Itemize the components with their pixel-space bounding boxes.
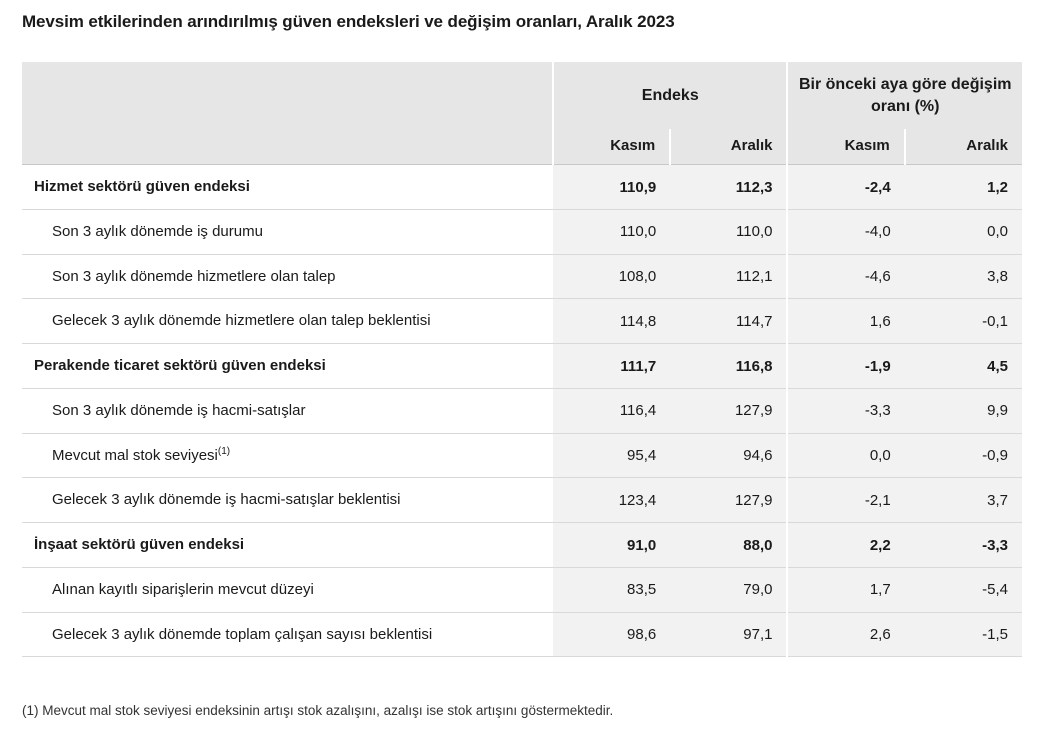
header-blank-cell	[22, 62, 553, 165]
row-change-november: -3,3	[787, 388, 904, 433]
row-change-december: 9,9	[905, 388, 1022, 433]
table-row	[22, 612, 1022, 657]
row-index-december: 127,9	[670, 388, 787, 433]
row-change-november: 2,2	[787, 523, 904, 568]
row-change-november: -1,9	[787, 344, 904, 389]
row-change-december: -0,1	[905, 299, 1022, 344]
row-change-november: -2,1	[787, 478, 904, 523]
row-index-november: 114,8	[553, 299, 670, 344]
confidence-index-table	[22, 62, 1022, 657]
row-index-november: 91,0	[553, 523, 670, 568]
footnote-marker: (1)	[217, 445, 231, 457]
row-index-november: 95,4	[553, 433, 670, 478]
table-row	[22, 299, 1022, 344]
header-change-november: Kasım	[787, 129, 904, 165]
row-change-december: -1,5	[905, 612, 1022, 657]
row-change-december: -0,9	[905, 433, 1022, 478]
row-label: Mevcut mal stok seviyesi$^{(1)}$	[22, 433, 553, 478]
row-change-november: 2,6	[787, 612, 904, 657]
confidence-index-table-container	[22, 62, 1022, 657]
table-row	[22, 209, 1022, 254]
row-label: Gelecek 3 aylık dönemde iş hacmi-satışlar beklentisi	[22, 478, 553, 523]
row-index-november: 116,4	[553, 388, 670, 433]
row-label: İnşaat sektörü güven endeksi	[22, 523, 553, 568]
row-index-december: 97,1	[670, 612, 787, 657]
row-change-november: 1,7	[787, 567, 904, 612]
row-change-december: 3,7	[905, 478, 1022, 523]
table-row	[22, 567, 1022, 612]
row-label: Son 3 aylık dönemde iş durumu	[22, 209, 553, 254]
page-title: Mevsim etkilerinden arındırılmış güven endeksleri ve değişim oranları, Aralık 2023	[22, 12, 675, 31]
row-index-december: 114,7	[670, 299, 787, 344]
header-index-november: Kasım	[553, 129, 670, 165]
table-body	[22, 165, 1022, 657]
row-index-november: 98,6	[553, 612, 670, 657]
row-index-december: 112,3	[670, 165, 787, 210]
row-change-november: 1,6	[787, 299, 904, 344]
table-header	[22, 62, 1022, 165]
header-index-december: Aralık	[670, 129, 787, 165]
row-change-december: -3,3	[905, 523, 1022, 568]
header-change-december: Aralık	[905, 129, 1022, 165]
table-row	[22, 388, 1022, 433]
table-row	[22, 344, 1022, 389]
row-index-november: 110,9	[553, 165, 670, 210]
header-group-change: Bir önceki aya göre değişim oranı (%)	[787, 62, 1022, 129]
row-label: Hizmet sektörü güven endeksi	[22, 165, 553, 210]
row-index-december: 79,0	[670, 567, 787, 612]
row-index-november: 123,4	[553, 478, 670, 523]
row-change-december: 3,8	[905, 254, 1022, 299]
row-label: Son 3 aylık dönemde hizmetlere olan talep	[22, 254, 553, 299]
table-row	[22, 254, 1022, 299]
row-index-december: 116,8	[670, 344, 787, 389]
row-index-december: 112,1	[670, 254, 787, 299]
row-label: Son 3 aylık dönemde iş hacmi-satışlar	[22, 388, 553, 433]
table-row	[22, 478, 1022, 523]
row-index-november: 108,0	[553, 254, 670, 299]
row-index-december: 94,6	[670, 433, 787, 478]
row-change-december: 4,5	[905, 344, 1022, 389]
row-label: Gelecek 3 aylık dönemde toplam çalışan sayısı beklentisi	[22, 612, 553, 657]
row-label: Perakende ticaret sektörü güven endeksi	[22, 344, 553, 389]
row-change-december: 1,2	[905, 165, 1022, 210]
row-label: Gelecek 3 aylık dönemde hizmetlere olan talep beklentisi	[22, 299, 553, 344]
table-row	[22, 433, 1022, 478]
row-change-november: -4,6	[787, 254, 904, 299]
row-label: Alınan kayıtlı siparişlerin mevcut düzeyi	[22, 567, 553, 612]
row-change-december: -5,4	[905, 567, 1022, 612]
row-change-december: 0,0	[905, 209, 1022, 254]
row-change-november: -4,0	[787, 209, 904, 254]
table-footnote: (1) Mevcut mal stok seviyesi endeksinin artışı stok azalışını, azalışı ise stok artışını göstermektedir.	[22, 703, 614, 718]
row-index-december: 110,0	[670, 209, 787, 254]
table-row	[22, 165, 1022, 210]
row-index-november: 83,5	[553, 567, 670, 612]
row-index-november: 110,0	[553, 209, 670, 254]
row-index-november: 111,7	[553, 344, 670, 389]
header-group-index: Endeks	[553, 62, 787, 129]
row-change-november: 0,0	[787, 433, 904, 478]
row-index-december: 127,9	[670, 478, 787, 523]
table-header-group-row	[22, 62, 1022, 129]
table-row	[22, 523, 1022, 568]
row-change-november: -2,4	[787, 165, 904, 210]
row-index-december: 88,0	[670, 523, 787, 568]
